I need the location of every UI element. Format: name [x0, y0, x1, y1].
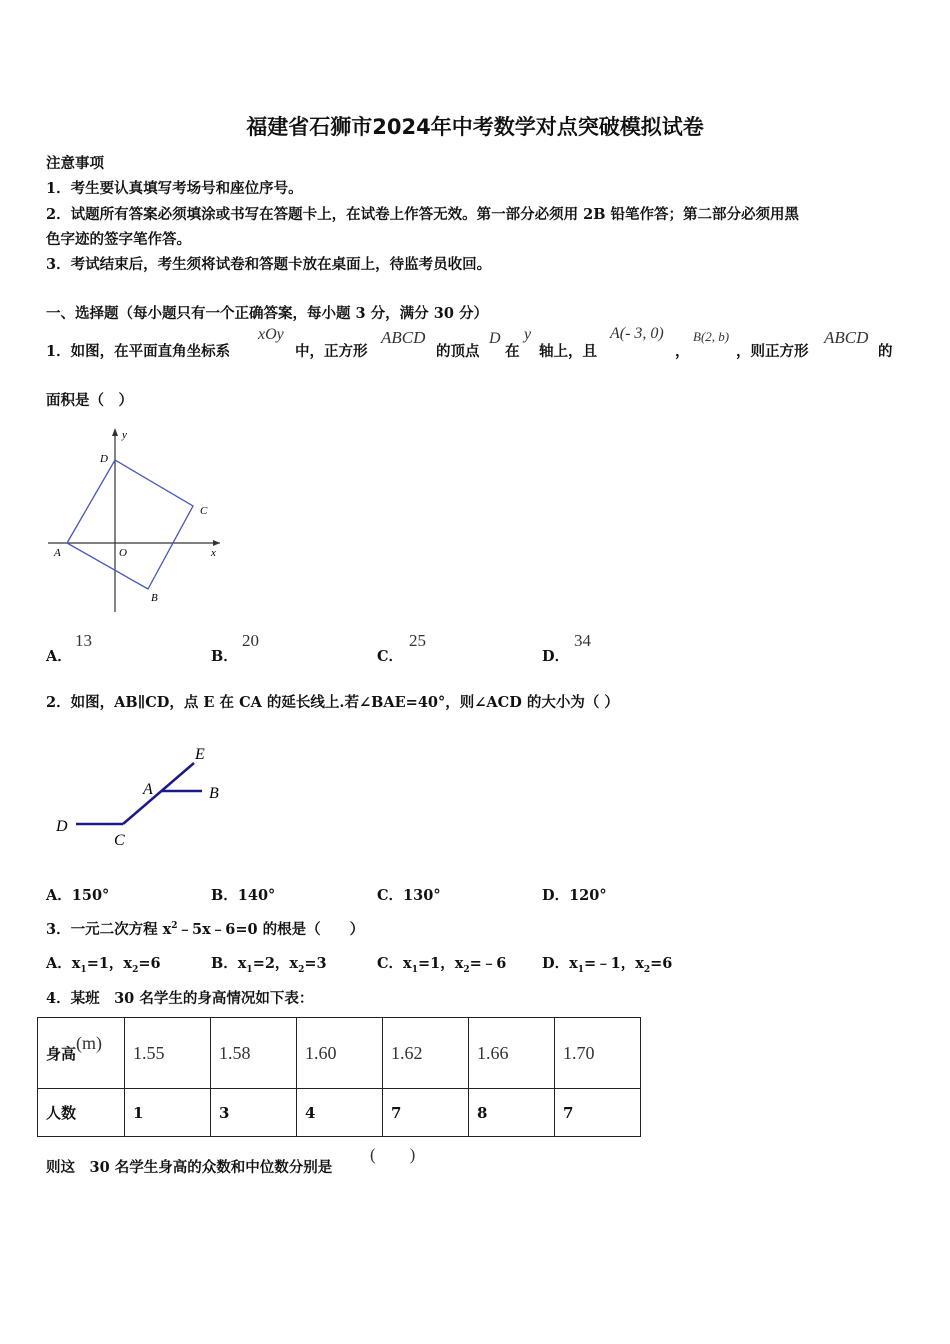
note-item: 2．试题所有答案必须填涂或书写在答题卡上，在试卷上作答无效。第一部分必须用 2B 铅笔作答；第二部分必须用黑: [46, 206, 800, 223]
fig-label-e: E: [195, 746, 205, 763]
q1-figure: [40, 420, 230, 620]
note-item: 1．考生要认真填写考场号和座位序号。: [46, 180, 303, 197]
fig-label-d: D: [56, 818, 68, 835]
y-axis-arrow-icon: [112, 428, 118, 436]
q1-text-5: 轴上，且: [539, 343, 597, 360]
fig-label-y: y: [122, 429, 127, 441]
fig-label-x: x: [211, 547, 216, 559]
section-heading: 一、选择题（每小题只有一个正确答案，每小题 3 分，满分 30 分）: [46, 305, 488, 322]
note-item: 色字迹的签字笔作答。: [46, 231, 191, 248]
table-cell: 1.60: [297, 1018, 383, 1089]
table-cell: 1.70: [555, 1018, 641, 1089]
q1-math-b: B(2, b): [693, 329, 730, 344]
q1-math-abcd-2: ABCD: [824, 328, 869, 347]
fig-label-c: C: [114, 832, 125, 849]
table-cell: 4: [297, 1089, 383, 1137]
notes-heading: 注意事项: [46, 155, 104, 172]
q1-option-b-label: B．: [211, 648, 238, 665]
q3-text: 3．一元二次方程 $x^2﹣5x﹣6=0$ 的根是（ ）: [46, 921, 365, 938]
table-cell: 7: [383, 1089, 469, 1137]
q4-text: 4．某班 30 名学生的身高情况如下表：: [46, 990, 314, 1007]
page-title: 福建省石狮市2024年中考数学对点突破模拟试卷: [246, 115, 704, 139]
table-cell: 1.58: [211, 1018, 297, 1089]
q1-text-line2: 面积是（ ）: [46, 392, 133, 409]
q2-text: 2．如图，AB∥CD，点 E 在 CA 的延长线上.若∠BAE=40°，则∠ACD 的大小为（ ）: [46, 694, 619, 711]
q1-text-3: 的顶点: [436, 343, 480, 360]
q1-text-6: ，则正方形: [736, 343, 809, 360]
table-cell-count-label: 人数: [38, 1089, 125, 1137]
line-ce: [123, 763, 194, 824]
q1-option-a-label: A．: [46, 648, 72, 665]
q1-option-a-value: 13: [75, 631, 92, 650]
q1-math-d: D: [489, 330, 501, 347]
table-row: [38, 1089, 641, 1137]
table-cell: 1.55: [125, 1018, 211, 1089]
fig-label-d: D: [100, 453, 108, 465]
q1-text-7: 的: [878, 343, 893, 360]
height-table: [37, 1017, 641, 1137]
q1-option-b-value: 20: [242, 631, 259, 650]
q2-figure: [50, 738, 240, 853]
q2-option-c: C．130°: [377, 887, 441, 904]
table-cell: 8: [469, 1089, 555, 1137]
fig-label-b: B: [151, 592, 158, 604]
q1-text-2: 中，正方形: [295, 343, 368, 360]
q2-option-a: A．150°: [46, 887, 110, 904]
q3-option-c: C．$x_1=1$，$x_2=﹣6$: [377, 955, 507, 975]
table-cell: 7: [555, 1089, 641, 1137]
q1-option-c-value: 25: [409, 631, 426, 650]
table-cell: 1.66: [469, 1018, 555, 1089]
q2-option-d: D．120°: [542, 887, 607, 904]
q1-math-y: y: [524, 326, 532, 343]
q1-math-a: A(- 3, 0): [610, 325, 664, 342]
square-abcd: [67, 460, 193, 589]
q1-math-xoy: xOy: [258, 326, 284, 343]
q1-text-1: 1．如图，在平面直角坐标系: [46, 343, 231, 360]
q1-option-d-value: 34: [574, 631, 591, 650]
table-row: [38, 1018, 641, 1089]
fig-label-a: A: [54, 547, 61, 559]
q1-text-4: 在: [505, 343, 520, 360]
q4-question: 则这 30 名学生身高的众数和中位数分别是: [46, 1159, 333, 1176]
fig-label-a: A: [143, 781, 153, 798]
q4-answer-paren: ( ): [370, 1145, 416, 1164]
table-cell: 1.62: [383, 1018, 469, 1089]
q3-option-d: D．$x_1=﹣1$，$x_2=6$: [542, 955, 673, 975]
fig-label-b: B: [209, 785, 219, 802]
fig-label-o: O: [119, 547, 127, 559]
q3-option-a: A．$x_1=1$，$x_2=6$: [46, 955, 161, 975]
fig-label-c: C: [200, 505, 208, 517]
q2-option-b: B．140°: [211, 887, 276, 904]
q1-option-c-label: C．: [377, 648, 404, 665]
table-cell: 3: [211, 1089, 297, 1137]
x-axis-arrow-icon: [213, 540, 220, 546]
q3-option-b: B．$x_1=2$，$x_2=3$: [211, 955, 327, 975]
note-item: 3．考试结束后，考生须将试卷和答题卡放在桌面上，待监考员收回。: [46, 256, 492, 273]
table-cell: 1: [125, 1089, 211, 1137]
q1-option-d-label: D．: [542, 648, 570, 665]
table-cell-height-label: 身高(m): [38, 1018, 125, 1089]
q1-comma: ，: [675, 343, 690, 360]
q1-math-abcd: ABCD: [381, 328, 426, 347]
